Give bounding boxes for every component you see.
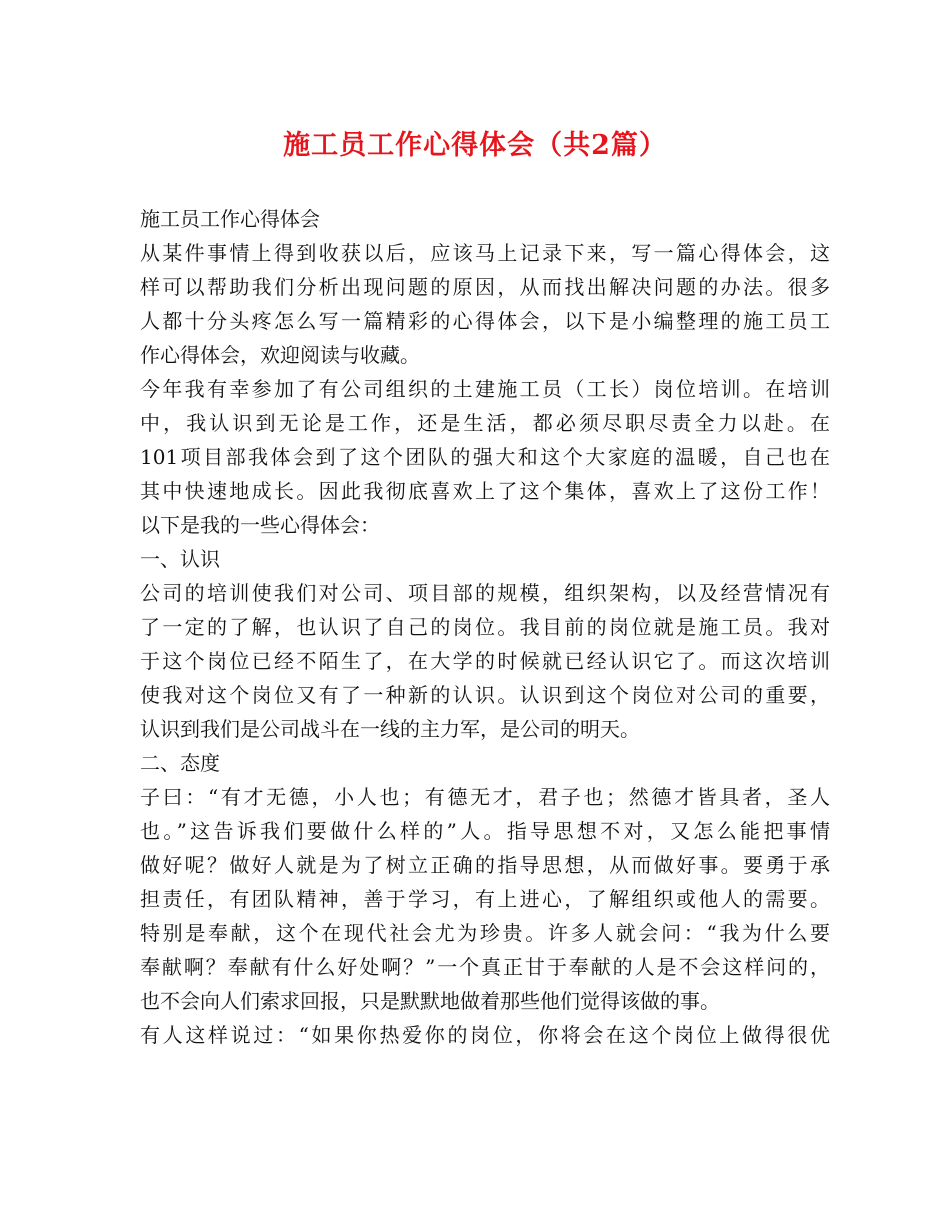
document-title: 施工员工作心得体会（共2篇） [283,130,667,161]
text-line: 担责任，有团队精神，善于学习，有上进心，了解组织或他人的需要。 [140,887,830,911]
text-line: 也。”这告诉我们要做什么样的”人。指导思想不对，又怎么能把事情 [140,819,830,843]
text-line: 其中快速地成长。因此我彻底喜欢上了这个集体，喜欢上了这份工作！ [140,479,830,503]
text-line: 使我对这个岗位又有了一种新的认识。认识到这个岗位对公司的重要， [140,683,830,707]
document-body [140,202,830,1052]
text-line: 有人这样说过：“如果你热爱你的岗位，你将会在这个岗位上做得很优 [140,1023,830,1047]
text-line: 101项目部我体会到了这个团队的强大和这个大家庭的温暖，自己也在 [140,445,830,469]
text-line: 中，我认识到无论是工作，还是生活，都必须尽职尽责全力以赴。在 [140,411,830,435]
text-line: 公司的培训使我们对公司、项目部的规模，组织架构，以及经营情况有 [140,581,830,605]
text-line: 样可以帮助我们分析出现问题的原因，从而找出解决问题的办法。很多 [140,275,830,299]
text-line: 一、认识 [140,547,220,571]
text-line: 也不会向人们索求回报，只是默默地做着那些他们觉得该做的事。 [140,989,720,1013]
text-line: 做好呢？做好人就是为了树立正确的指导思想，从而做好事。要勇于承 [140,853,830,877]
text-line: 了一定的了解，也认识了自己的岗位。我目前的岗位就是施工员。我对 [140,615,830,639]
text-line: 特别是奉献，这个在现代社会尤为珍贵。许多人就会问：“我为什么要 [140,921,830,945]
text-line: 于这个岗位已经不陌生了，在大学的时候就已经认识它了。而这次培训 [140,649,830,673]
text-line: 作心得体会，欢迎阅读与收藏。 [140,343,420,367]
text-line: 人都十分头疼怎么写一篇精彩的心得体会，以下是小编整理的施工员工 [140,309,830,333]
text-line: 从某件事情上得到收获以后，应该马上记录下来，写一篇心得体会，这 [140,241,830,265]
text-line: 今年我有幸参加了有公司组织的土建施工员（工长）岗位培训。在培训 [140,377,830,401]
text-line: 认识到我们是公司战斗在一线的主力军，是公司的明天。 [140,717,640,741]
text-line: 施工员工作心得体会 [140,207,320,231]
text-line: 奉献啊？奉献有什么好处啊？”一个真正甘于奉献的人是不会这样问的， [140,955,830,979]
text-line: 以下是我的一些心得体会： [140,513,380,537]
text-line: 子曰：“有才无德，小人也；有德无才，君子也；然德才皆具者，圣人 [140,785,830,809]
text-line: 二、态度 [140,751,220,775]
